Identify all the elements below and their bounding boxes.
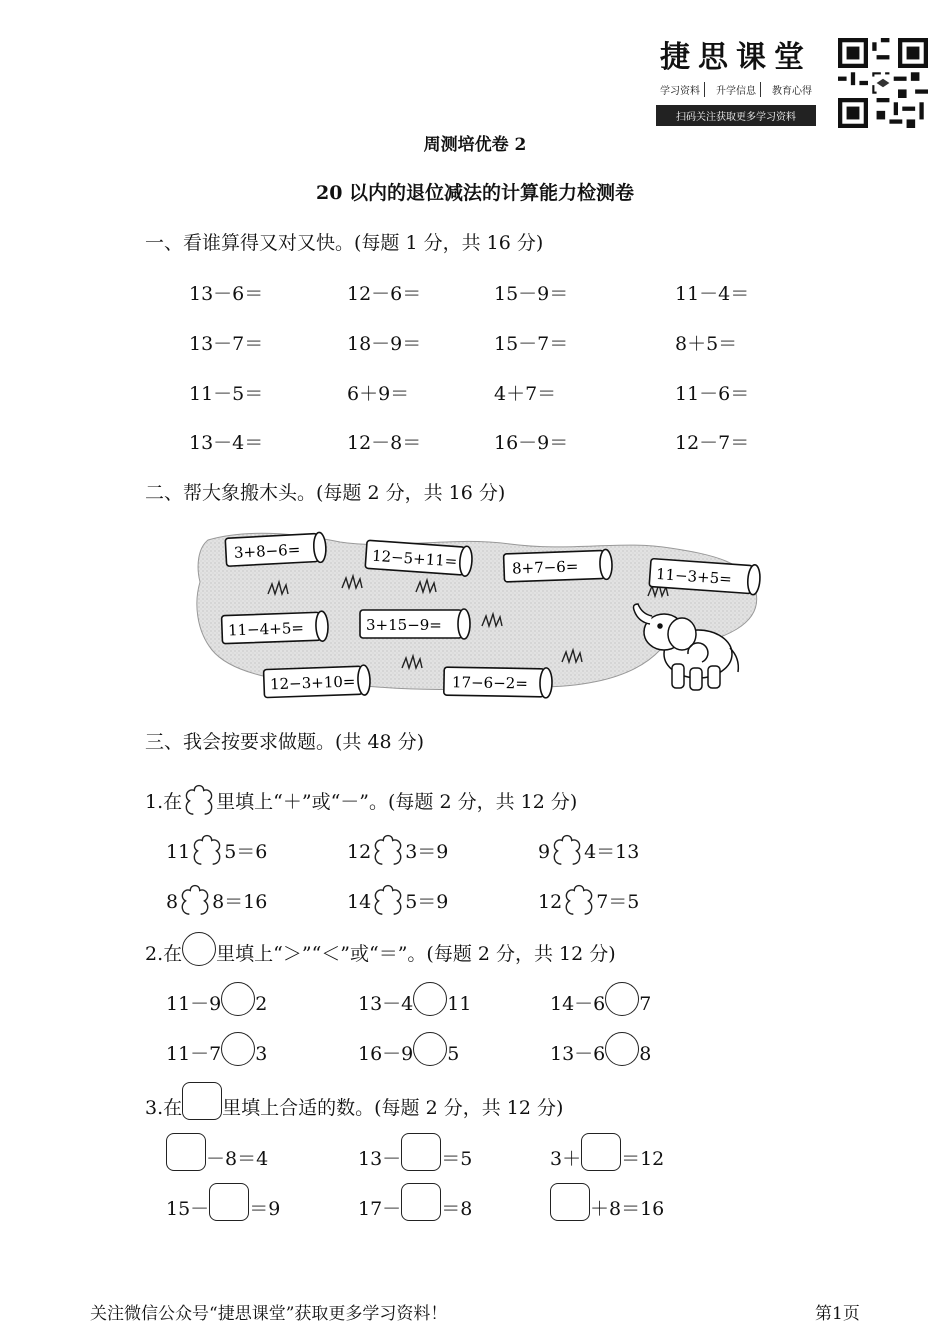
section2-heading: 二、帮大象搬木头。(每题 2 分，共 16 分): [145, 482, 506, 504]
flower-blank-icon[interactable]: [562, 882, 596, 916]
brand-tags: [656, 82, 816, 97]
square-blank[interactable]: [550, 1183, 590, 1221]
q1-suffix: 里填上“＋”或“－”。(每题 2 分，共 12 分): [216, 791, 578, 813]
section3-heading: 三、我会按要求做题。(共 48 分): [145, 731, 425, 753]
q1-item: 12 3＝9: [347, 832, 448, 866]
q1-item: 14 5＝9: [347, 882, 448, 916]
q1-prefix: 1.在: [145, 791, 183, 813]
circle-blank[interactable]: [605, 1032, 639, 1066]
square-blank[interactable]: [401, 1183, 441, 1221]
log-expression: 11−4+5=: [227, 618, 305, 640]
log-expression: 11−3+5=: [655, 564, 733, 589]
circle-blank[interactable]: [413, 982, 447, 1016]
log-expression: 12−5+11=: [371, 546, 458, 571]
q1-instruction: [145, 782, 577, 816]
calc-item: 6＋9＝: [347, 383, 410, 405]
circle-blank-icon: [182, 932, 216, 966]
q3-item: －8＝4: [166, 1133, 268, 1171]
circle-blank[interactable]: [221, 1032, 255, 1066]
q1-item: 11 5＝6: [166, 832, 267, 866]
elephant-logs-illustration: [190, 522, 770, 700]
log-1: [225, 532, 326, 567]
brand-slogan: 扫码关注获取更多学习资料: [656, 105, 816, 126]
log-expression: 8+7−6=: [511, 557, 579, 578]
log-5: [222, 611, 329, 645]
circle-blank[interactable]: [413, 1032, 447, 1066]
worksheet-title: 20 以内的退位减法的计算能力检测卷: [315, 182, 635, 204]
q3-item: ＋8＝16: [550, 1183, 664, 1221]
calc-item: 12－6＝: [347, 283, 422, 305]
q2-item: 14－6 7: [550, 982, 651, 1016]
q2-item: 11－7 3: [166, 1032, 267, 1066]
circle-blank[interactable]: [221, 982, 255, 1016]
q2-suffix: 里填上“＞”“＜”或“＝”。(每题 2 分，共 12 分): [216, 943, 616, 965]
qr-code-icon[interactable]: [838, 38, 928, 128]
page-number: 第1页: [815, 1304, 860, 1324]
calc-item: 8＋5＝: [675, 333, 738, 355]
flower-blank-icon: [182, 782, 216, 816]
q2-item: 11－9 2: [166, 982, 267, 1016]
brand-title: 捷思课堂: [660, 40, 812, 75]
q1-item: 12 7＝5: [538, 882, 639, 916]
calc-item: 13－7＝: [189, 333, 264, 355]
calc-item: 12－8＝: [347, 432, 422, 454]
q3-prefix: 3.在: [145, 1097, 183, 1119]
log-6: [360, 609, 470, 639]
q3-instruction: [145, 1082, 563, 1120]
log-expression: 12−3+10=: [269, 672, 356, 694]
log-8: [444, 666, 553, 698]
log-expression: 17−6−2=: [451, 673, 529, 693]
q2-prefix: 2.在: [145, 943, 183, 965]
worksheet-subtitle: 周测培优卷 2: [423, 135, 527, 155]
q3-suffix: 里填上合适的数。(每题 2 分，共 12 分): [222, 1097, 564, 1119]
q3-item: 15－ ＝9: [166, 1183, 280, 1221]
calc-item: 15－9＝: [494, 283, 569, 305]
brand-block: [656, 32, 816, 126]
q2-instruction: [145, 932, 616, 966]
brand-tag: 学习资料: [656, 82, 705, 97]
flower-blank-icon[interactable]: [550, 832, 584, 866]
calc-item: 11－6＝: [675, 383, 750, 405]
calc-item: 18－9＝: [347, 333, 422, 355]
flower-blank-icon[interactable]: [371, 832, 405, 866]
calc-item: 11－4＝: [675, 283, 750, 305]
flower-blank-icon[interactable]: [371, 882, 405, 916]
log-expression: 3+15−9=: [366, 616, 442, 634]
footer-note: 关注微信公众号“捷思课堂”获取更多学习资料！: [90, 1304, 448, 1324]
square-blank[interactable]: [166, 1133, 206, 1171]
square-blank[interactable]: [401, 1133, 441, 1171]
square-blank[interactable]: [209, 1183, 249, 1221]
calc-item: 13－4＝: [189, 432, 264, 454]
brand-tag: 教育心得: [772, 86, 812, 97]
q2-item: 16－9 5: [358, 1032, 459, 1066]
log-7: [264, 665, 371, 699]
calc-item: 11－5＝: [189, 383, 264, 405]
q3-item: 17－ ＝8: [358, 1183, 472, 1221]
calc-item: 13－6＝: [189, 283, 264, 305]
flower-blank-icon[interactable]: [178, 882, 212, 916]
square-blank[interactable]: [581, 1133, 621, 1171]
calc-item: 12－7＝: [675, 432, 750, 454]
calc-item: 16－9＝: [494, 432, 569, 454]
q1-item: 8 8＝16: [166, 882, 267, 916]
log-3: [504, 549, 613, 583]
calc-item: 4＋7＝: [494, 383, 557, 405]
log-expression: 3+8−6=: [233, 540, 301, 562]
calc-item: 15－7＝: [494, 333, 569, 355]
section1-heading: 一、看谁算得又对又快。(每题 1 分，共 16 分): [145, 232, 544, 254]
q2-item: 13－6 8: [550, 1032, 651, 1066]
brand-tag: 升学信息: [712, 82, 761, 97]
q3-item: 3＋ ＝12: [550, 1133, 664, 1171]
q3-item: 13－ ＝5: [358, 1133, 472, 1171]
q1-item: 9 4＝13: [538, 832, 639, 866]
flower-blank-icon[interactable]: [190, 832, 224, 866]
q2-item: 13－4 11: [358, 982, 471, 1016]
square-blank-icon: [182, 1082, 222, 1120]
circle-blank[interactable]: [605, 982, 639, 1016]
